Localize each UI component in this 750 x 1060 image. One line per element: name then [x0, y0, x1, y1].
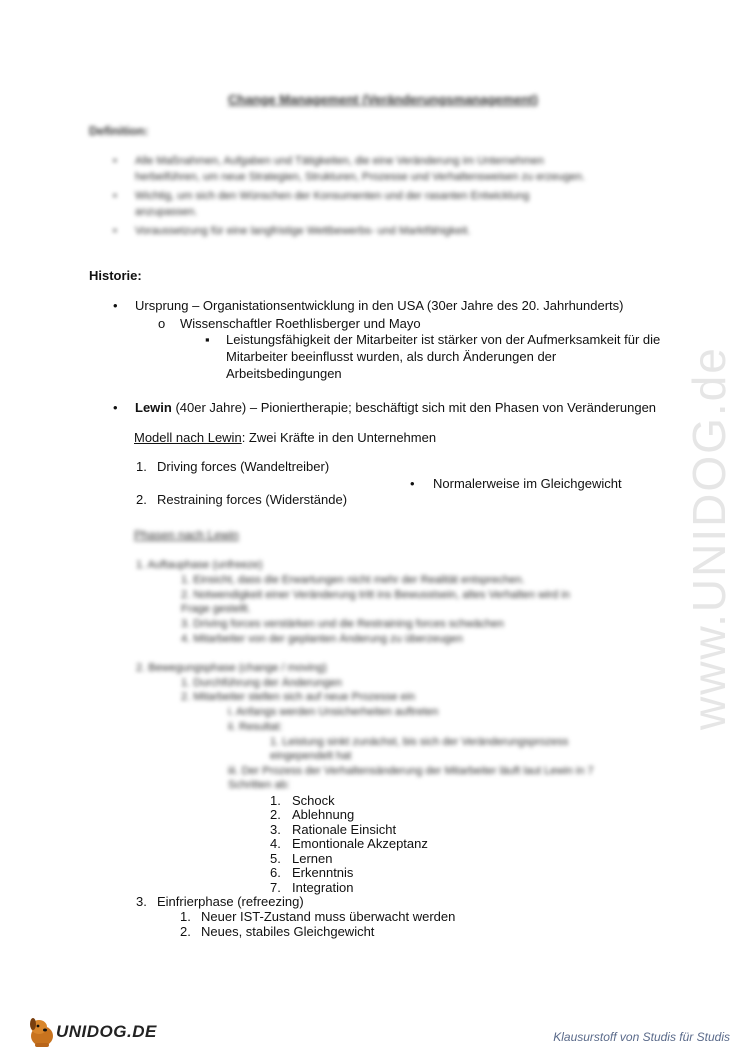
phase2-subsub: 1. Leistung sinkt zunächst, bis sich der Veränderungsprozess	[270, 736, 569, 748]
step-text: Ablehnung	[292, 807, 355, 822]
force-num: 2.	[136, 492, 147, 507]
phase1-heading: 1. Auftauphase (unfreeze)	[136, 559, 263, 571]
definition-heading: Definition:	[89, 124, 149, 138]
circle-bullet-icon: o	[158, 316, 166, 331]
step-text: Erkenntnis	[292, 865, 354, 880]
step-text: Lernen	[292, 851, 333, 866]
phase3-num: 1.	[180, 909, 191, 924]
force-text: Driving forces (Wandeltreiber)	[157, 459, 330, 474]
step-num: 2.	[270, 807, 281, 822]
definition-line: anzupassen.	[135, 206, 198, 218]
definition-line: Alle Maßnahmen, Aufgaben und Tätigkeiten, die eine Veränderung im Unternehmen	[135, 155, 544, 167]
definition-line: herbeiführen, um neue Strategien, Strukturen, Prozesse und Verhaltensweisen zu erzeugen.	[135, 171, 586, 183]
phase1-item: 4. Mitarbeiter von der geplanten Änderung zu überzeugen	[181, 633, 463, 645]
phase3-num: 3.	[136, 894, 147, 909]
bullet-icon: •	[113, 400, 118, 415]
definition-bullet-icon: •	[113, 155, 117, 167]
step-text: Rationale Einsicht	[292, 822, 397, 837]
square-bullet-icon: ▪	[205, 332, 210, 347]
step-num: 1.	[270, 793, 281, 808]
force-num: 1.	[136, 459, 147, 474]
phase2-item: 2. Mitarbeiter stellen sich auf neue Prozesse ein	[181, 691, 416, 703]
step-text: Emontionale Akzeptanz	[292, 836, 428, 851]
historie-heading: Historie:	[89, 268, 142, 283]
phase1-item: 1. Einsicht, dass die Erwartungen nicht mehr der Realität entsprechen.	[181, 574, 525, 586]
equilibrium-note: Normalerweise im Gleichgewicht	[433, 476, 622, 491]
document-title: Change Management (Veränderungsmanagement)	[228, 92, 538, 107]
ursprung-subsub: Arbeitsbedingungen	[226, 366, 342, 381]
ursprung-sub: Wissenschaftler Roethlisberger und Mayo	[180, 316, 421, 331]
ursprung-line: Ursprung – Organistationsentwicklung in den USA (30er Jahre des 20. Jahrhunderts)	[135, 298, 624, 313]
definition-bullet-icon: •	[113, 225, 117, 237]
step-num: 3.	[270, 822, 281, 837]
phase3-item: Neues, stabiles Gleichgewicht	[201, 924, 375, 939]
step-text: Schock	[292, 793, 335, 808]
dog-icon	[26, 1014, 60, 1050]
unidog-logo[interactable]	[26, 1014, 156, 1050]
phase2-sub: iii. Der Prozess der Verhaltensänderung der Mitarbeiter läuft laut Lewin in 7	[228, 765, 594, 777]
phase2-sub: ii. Resultat:	[228, 721, 283, 733]
phase3-item: Neuer IST-Zustand muss überwacht werden	[201, 909, 456, 924]
step-num: 4.	[270, 836, 281, 851]
ursprung-subsub: Leistungsfähigkeit der Mitarbeiter ist stärker von der Aufmerksamkeit für die	[226, 332, 661, 347]
phase1-item: 2. Notwendigkeit einer Veränderung tritt ins Bewusstsein, altes Verhalten wird in	[181, 589, 570, 601]
modell-rest: : Zwei Kräfte in den Unternehmen	[241, 430, 437, 445]
phase1-item: Frage gestellt.	[181, 603, 251, 615]
bullet-icon: •	[113, 298, 118, 313]
modell-title: Modell nach Lewin	[134, 430, 242, 445]
definition-line: Wichtig, um sich den Wünschen der Konsumenten und der rasanten Entwicklung	[135, 190, 530, 202]
footer-note: Klausurstoff von Studis für Studis	[553, 1030, 730, 1044]
definition-line: Voraussetzung für eine langfristige Wettbewerbs- und Marktfähigkeit.	[135, 225, 471, 237]
logo-text: UNIDOG.DE	[56, 1022, 157, 1041]
phase2-subsub: eingependelt hat	[270, 750, 352, 762]
modell-line	[134, 430, 436, 445]
phase3-heading: Einfrierphase (refreezing)	[157, 894, 304, 909]
phase2-item: 1. Durchführung der Änderungen	[181, 677, 342, 689]
phase2-sub: Schritten ab:	[228, 779, 290, 791]
phase1-item: 3. Driving forces verstärken und die Restraining forces schwächen	[181, 618, 504, 630]
definition-bullet-icon: •	[113, 190, 117, 202]
phase2-sub: i. Anfangs werden Unsicherheiten auftreten	[228, 706, 439, 718]
lewin-line	[135, 400, 656, 415]
phasen-heading: Phasen nach Lewin	[134, 528, 239, 542]
watermark: www.UNIDOG.de	[683, 346, 735, 730]
bullet-icon: •	[410, 476, 415, 491]
lewin-name: Lewin	[135, 400, 172, 415]
lewin-rest: (40er Jahre) – Pioniertherapie; beschäftigt sich mit den Phasen von Veränderungen	[171, 400, 657, 415]
force-text: Restraining forces (Widerstände)	[157, 492, 348, 507]
step-text: Integration	[292, 880, 354, 895]
phase3-num: 2.	[180, 924, 191, 939]
step-num: 6.	[270, 865, 281, 880]
step-num: 5.	[270, 851, 281, 866]
ursprung-subsub: Mitarbeiter beeinflusst wurden, als durch Änderungen der	[226, 349, 557, 364]
phase2-heading: 2. Bewegungsphase (change / moving)	[136, 662, 327, 674]
step-num: 7.	[270, 880, 281, 895]
